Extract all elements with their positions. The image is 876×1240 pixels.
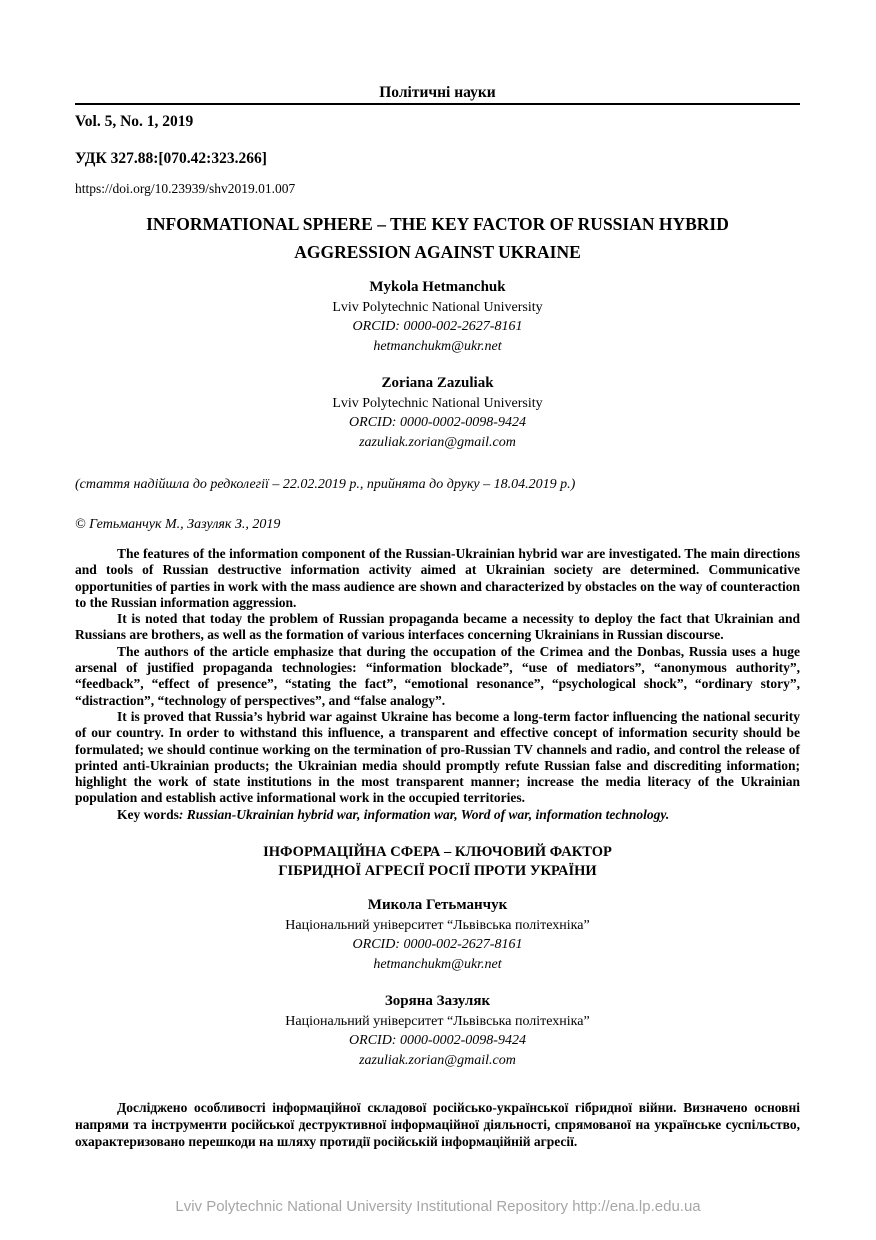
author-block-uk-2	[75, 992, 800, 1070]
copyright-line: © Гетьманчук М., Зазуляк З., 2019	[75, 517, 281, 532]
repository-footer: Lviv Polytechnic National University Institutional Repository http://ena.lp.edu.ua	[175, 1198, 701, 1215]
author-name: Микола Гетьманчук	[367, 897, 508, 914]
author-affiliation: Національний університет “Львівська політехніка”	[285, 917, 590, 933]
keywords-line	[75, 807, 800, 823]
author-affiliation: Lviv Polytechnic National University	[332, 299, 543, 315]
author-affiliation: Національний університет “Львівська політехніка”	[285, 1013, 590, 1029]
abstract-en	[75, 546, 800, 823]
abstract-uk-paragraph: Досліджено особливості інформаційної складової російсько-української гібридної війни. Визначено основні напрями та інструменти російської деструктивної інформаційної діяльності, спрямованої на українське суспільство, охарактеризовано перешкоди на шляху протидії російській інформаційній агресії.	[75, 1100, 800, 1149]
abstract-en-paragraph: It is proved that Russia’s hybrid war against Ukraine has become a long-term factor influencing the national security of our country. In order to withstand this influence, a transparent and effective concept of information security should be formulated; we should continue working on the termination of pro-Russian TV channels and radio, and control the release of printed anti-Ukrainian products; the Ukrainian media should promptly refute Russian false and discrediting information; highlight the work of state institutions in the most transparent manner; increase the media literacy of the Ukrainian population and establish active informational work in the occupied territories.	[75, 708, 800, 806]
article-title-uk	[75, 843, 800, 880]
keywords-text: : Russian-Ukrainian hybrid war, information war, Word of war, information technology.	[178, 806, 670, 822]
abstract-uk	[75, 1100, 800, 1150]
author-orcid: ORCID: 0000-0002-0098-9424	[349, 415, 526, 430]
author-block-en-1	[75, 278, 800, 356]
abstract-en-paragraph: The features of the information component of the Russian-Ukrainian hybrid war are investigated. The main directions and tools of Russian destructive information activity aimed at Ukrainian society are determined. Communicative opportunities of parties in work with the mass audience are shown and characterized by obstacles on the way of counteraction to the Russian information aggression.	[75, 546, 800, 610]
author-name: Mykola Hetmanchuk	[369, 279, 506, 295]
volume-issue-line: Vol. 5, No. 1, 2019	[75, 113, 194, 130]
author-orcid: ORCID: 0000-002-2627-8161	[352, 937, 523, 953]
author-email: hetmanchukm@ukr.net	[373, 338, 502, 354]
journal-section-title: Політичні науки	[75, 0, 800, 105]
abstract-en-paragraph: The authors of the article emphasize that during the occupation of the Crimea and the Donbas, Russia uses a huge arsenal of justified propaganda technologies: “information blockade”, “use of mediators”, “anonymous authority”, “feedback”, “effect of presence”, “stating the fact”, “emotional resonance”, “psychological shock”, “ordinary story”, “distraction”, “technology of perspectives”, and “false analogy”.	[75, 643, 800, 708]
doi-link: https://doi.org/10.23939/shv2019.01.007	[75, 181, 296, 196]
article-title-en	[75, 210, 800, 266]
author-email: hetmanchukm@ukr.net	[373, 956, 502, 972]
article-title-en-line2: AGGRESSION AGAINST UKRAINE	[294, 242, 581, 262]
author-email: zazuliak.zorian@gmail.com	[359, 1052, 516, 1068]
author-block-en-2	[75, 374, 800, 452]
author-affiliation: Lviv Polytechnic National University	[332, 395, 543, 411]
article-title-uk-line1: ІНФОРМАЦІЙНА СФЕРА – КЛЮЧОВИЙ ФАКТОР	[263, 844, 612, 861]
author-orcid: ORCID: 0000-0002-0098-9424	[349, 1033, 526, 1049]
author-name: Зоряна Зазуляк	[384, 993, 491, 1010]
udc-code: УДК 327.88:[070.42:323.266]	[75, 150, 267, 167]
article-title-uk-line2: ГІБРИДНОЇ АГРЕСІЇ РОСІЇ ПРОТИ УКРАЇНИ	[278, 862, 597, 879]
author-email: zazuliak.zorian@gmail.com	[359, 434, 516, 450]
keywords-label: Key words	[117, 806, 179, 822]
author-name: Zoriana Zazuliak	[381, 375, 494, 391]
received-accepted-line: (стаття надійшла до редколегії – 22.02.2019 р., прийнята до друку – 18.04.2019 р.)	[75, 477, 576, 492]
author-block-uk-1	[75, 896, 800, 974]
abstract-en-paragraph: It is noted that today the problem of Russian propaganda became a necessity to deploy the fact that Ukrainian and Russians are brothers, as well as the formation of various interfaces concerning Ukrainians in Russian discourse.	[75, 611, 800, 643]
article-title-en-line1: INFORMATIONAL SPHERE – THE KEY FACTOR OF RUSSIAN HYBRID	[146, 214, 729, 234]
author-orcid: ORCID: 0000-002-2627-8161	[352, 319, 523, 334]
